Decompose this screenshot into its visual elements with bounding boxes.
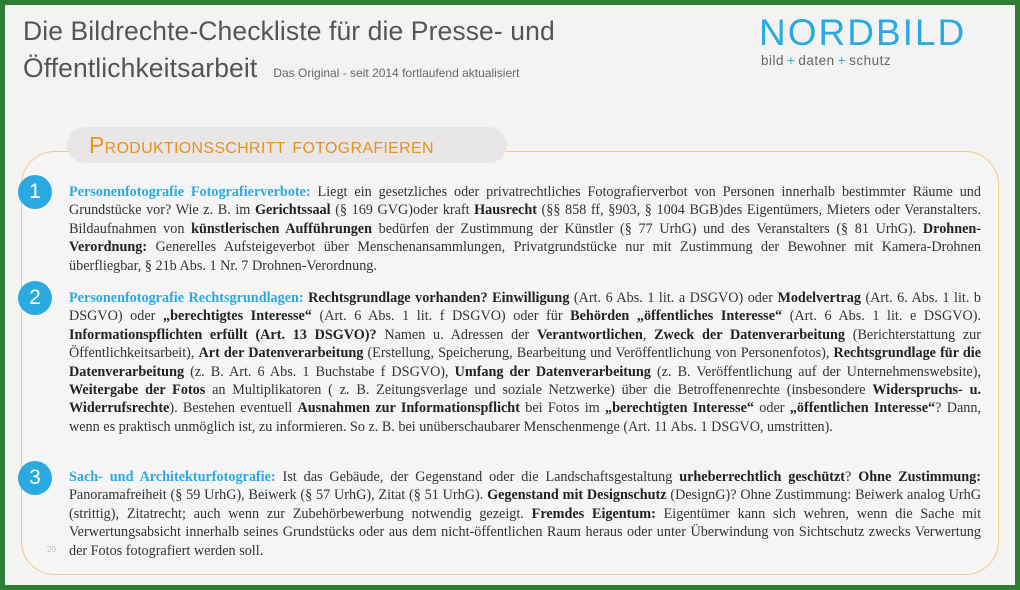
step-number-badge-2: 2: [18, 281, 52, 315]
item-text: Generelles Aufsteigeverbot über Menschenansammlungen, Privatgrundstücke nur mit Zustimmung der Bewohner mit Kamera-Drohnen überfliegbar, § 21b Abs. 1 Nr. 7 Drohnen-Verordnung.: [69, 239, 981, 274]
item-bold-text: Umfang der Datenverarbeitung: [454, 363, 651, 380]
item-bold-text: Art der Datenverarbeitung: [198, 345, 364, 362]
item-text: Liegt ein gesetzliches oder privatrechtliches Fotografierverbot von Personen innerhalb bestimmter Räume und Grundstücke vor? Wie z. B. im: [69, 184, 981, 219]
item-bold-text: Verantwortlichen: [536, 326, 643, 343]
item-text: (§§ 858 ff, §903, § 1004 BGB)des Eigentümers, Mieters oder Veranstalters. Bildaufnahmen von: [69, 202, 982, 237]
logo-plus-2: +: [837, 53, 847, 68]
logo-tag-schutz: schutz: [849, 53, 892, 68]
item-text: Panoramafreiheit (§ 59 UrhG), Beiwerk (§ 57 UrhG), Zitat (§ 51 UrhG).: [69, 487, 488, 504]
item-bold-text: Rechtsgrundlage vorhanden? Einwilligung: [308, 290, 570, 306]
item-bold-text: Weitergabe der Fotos: [69, 382, 206, 399]
item-text: ? Dann, wenn es praktisch unmöglich ist, zu informieren. So z. B. bei unüberschaubarer Menschenmenge (Art. 11 Abs. 1 DSGVO, umstritten).: [69, 400, 981, 435]
page: [5, 5, 1015, 585]
logo-tag-daten: daten: [798, 53, 835, 68]
item-bold-text: künstlerischen Aufführungen: [191, 220, 372, 237]
item-bold-text: Gegenstand mit Designschutz: [487, 487, 667, 504]
item-text: (Berichterstattung zur Öffentlichkeitsarbeit),: [69, 326, 981, 362]
logo-tag-bild: bild: [761, 53, 785, 68]
item-text: oder: [753, 400, 790, 417]
item-bold-text: Ausnahmen zur Informationspflicht: [297, 400, 520, 417]
item-text: bei Fotos im: [519, 400, 605, 417]
item-bold-text: Gerichtssaal: [254, 202, 331, 219]
item-text: Eigentümer kann sich wehren, wenn die Sache mit Verwertungsabsicht innerhalb seines Grundstücks oder aus dem nicht-öffentlichen Raum heraus oder unter Überwindung von Sichtschutz zwecks Verwertung der Fotos fotografiert werden soll.: [69, 505, 982, 559]
logo-wordmark: NORDBILD: [759, 12, 967, 53]
item-bold-text: „berechtigtes Interesse“: [162, 308, 312, 325]
item-text: ?: [845, 469, 859, 485]
item-text: an Multiplikatoren ( z. B. Zeitungsverlage und soziale Netzwerke) über die Betroffenenrechte (insbesondere: [205, 382, 873, 399]
item-bold-text: Behörden „öffentliches Interesse“: [570, 308, 783, 325]
item-text: (Art. 6. Abs. 1 lit. b DSGVO) oder: [69, 290, 981, 325]
item-bold-text: Ohne Zustimmung:: [858, 469, 981, 485]
logo-tagline: [759, 53, 989, 68]
item-text: (z. B. Art. 6 Abs. 1 Buchstabe f DSGVO),: [184, 363, 455, 380]
item-bold-text: Zweck der Datenverarbeitung: [654, 326, 846, 343]
page-title: [23, 13, 663, 92]
step-number-badge-3: 3: [18, 461, 52, 495]
item-bold-text: „öffentlichen Interesse“: [789, 400, 936, 417]
item-lead-heading: Sach- und Architekturfotografie:: [69, 469, 276, 485]
nordbild-logo: [759, 13, 989, 68]
item-text: (Erstellung, Speicherung, Bearbeitung und Veröffentlichung von Personenfotos),: [363, 345, 834, 362]
checklist-item-3: [69, 468, 981, 560]
checklist-item-2: [69, 289, 981, 436]
subtitle: Das Original - seit 2014 fortlaufend aktualisiert: [273, 66, 520, 80]
item-bold-text: „berechtigten Interesse“: [604, 400, 754, 417]
item-lead-heading: Personenfotografie Rechtsgrundlagen:: [69, 290, 304, 306]
step-number-badge-1: 1: [18, 175, 52, 209]
item-text: Ist das Gebäude, der Gegenstand oder die Landschaftsgestaltung: [275, 469, 680, 485]
item-text: (Art. 6 Abs. 1 lit. f DSGVO) oder für: [311, 308, 571, 325]
item-bold-text: Widerspruchs- u. Widerrufsrechte: [69, 382, 982, 417]
item-text: (Art. 6 Abs. 1 lit. a DSGVO) oder: [569, 290, 778, 306]
item-lead-heading: Personenfotografie Fotografierverbote:: [69, 184, 311, 200]
item-text: (§ 169 GVG)oder kraft: [330, 202, 475, 219]
item-text: (DesignG)? Ohne Zustimmung: Beiwerk analog UrhG (strittig), Zitatrecht; auch wenn zur Zubehörbewerbung notwendig gezeigt.: [69, 487, 981, 522]
item-text: ). Bestehen eventuell: [169, 400, 298, 417]
item-bold-text: Drohnen-Verordnung:: [69, 220, 981, 256]
page-number: 20: [47, 545, 56, 554]
title-line-2-text: Öffentlichkeitsarbeit: [23, 53, 258, 83]
section-title: Produktionsschritt fotografieren: [67, 127, 507, 163]
item-bold-text: Hausrecht: [474, 202, 537, 219]
item-bold-text: urheberrechtlich geschützt: [679, 469, 846, 485]
checklist-item-1: [69, 183, 981, 275]
item-text: bedürfen der Zustimmung der Künstler (§ 77 UrhG) und des Veranstalters (§ 81 UrhG).: [372, 220, 923, 237]
title-line-1: Die Bildrechte-Checkliste für die Presse- und: [23, 16, 555, 46]
item-bold-text: Rechtsgrundlage für die Datenverarbeitung: [69, 345, 981, 380]
logo-plus-1: +: [787, 53, 796, 68]
title-line-2: [23, 50, 663, 92]
item-text: ,: [642, 326, 655, 343]
item-bold-text: Informationspflichten erfüllt (Art. 13 DSGVO)?: [69, 326, 377, 343]
item-text: (z. B. Veröffentlichung auf der Unternehmenswebsite),: [650, 363, 981, 380]
item-text: (Art. 6 Abs. 1 lit. e DSGVO).: [782, 308, 982, 325]
item-text: Namen u. Adressen der: [376, 326, 537, 343]
item-bold-text: Modelvertrag: [777, 290, 861, 306]
item-bold-text: Fremdes Eigentum:: [531, 505, 656, 522]
